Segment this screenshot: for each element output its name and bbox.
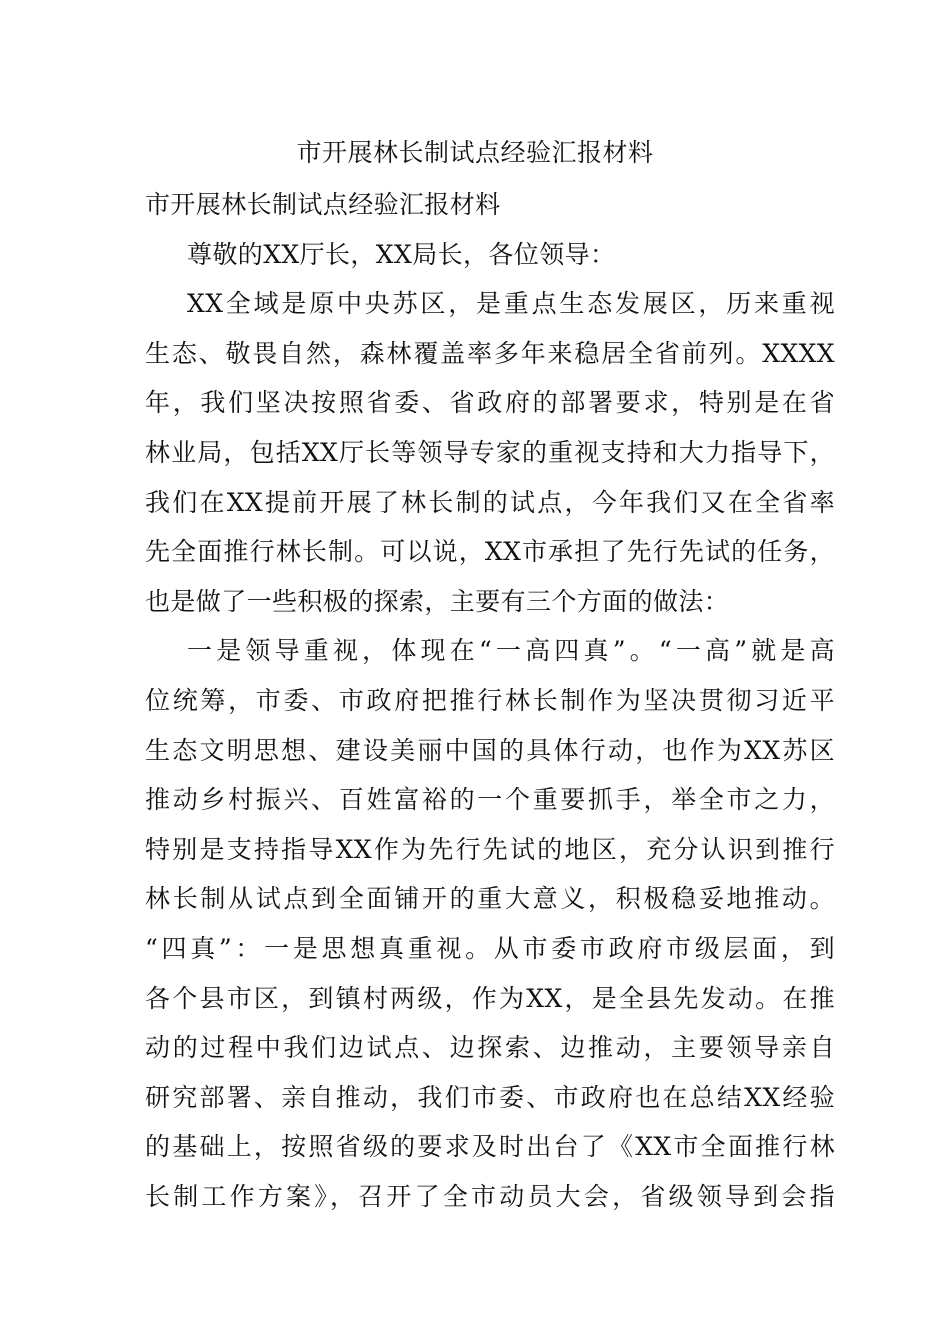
text-line: 研究部署、亲自推动，我们市委、市政府也在总结XX经验 [145, 1082, 835, 1112]
text-line: 长制工作方案》，召开了全市动员大会，省级领导到会指 [145, 1181, 835, 1211]
text-line: “四真”：一是思想真重视。从市委市政府市级层面，到 [145, 933, 835, 963]
text-line: 生态文明思想、建设美丽中国的具体行动，也作为XX苏区 [145, 735, 835, 765]
text-line: 先全面推行林长制。可以说，XX市承担了先行先试的任务， [145, 537, 835, 567]
text-line: 年，我们坚决按照省委、省政府的部署要求，特别是在省 [145, 388, 835, 418]
text-line: 市开展林长制试点经验汇报材料 [145, 190, 501, 219]
text-line: 的基础上，按照省级的要求及时出台了《XX市全面推行林 [145, 1132, 835, 1162]
text-line: 各个县市区，到镇村两级，作为XX，是全县先发动。在推 [145, 983, 835, 1013]
text-line: 特别是支持指导XX作为先行先试的地区，充分认识到推行 [145, 834, 835, 864]
text-line: 林长制从试点到全面铺开的重大意义，积极稳妥地推动。 [145, 884, 835, 914]
document-body [145, 180, 835, 1221]
text-line: 动的过程中我们边试点、边探索、边推动，主要领导亲自 [145, 1033, 835, 1063]
document-title: 市开展林长制试点经验汇报材料 [296, 138, 654, 167]
text-line: 也是做了一些积极的探索，主要有三个方面的做法： [145, 586, 730, 616]
text-line: 位统筹，市委、市政府把推行林长制作为坚决贯彻习近平 [145, 685, 835, 715]
text-line: 生态、敬畏自然，森林覆盖率多年来稳居全省前列。XXXX [145, 338, 835, 368]
text-line: 尊敬的XX厅长，XX局长，各位领导： [187, 239, 616, 269]
text-line: 我们在XX提前开展了林长制的试点，今年我们又在全省率 [145, 487, 835, 517]
text-line: 一是领导重视，体现在“一高四真”。“一高”就是高 [187, 636, 835, 666]
text-line: XX全域是原中央苏区，是重点生态发展区，历来重视 [187, 289, 835, 319]
text-line: 推动乡村振兴、百姓富裕的一个重要抓手，举全市之力， [145, 785, 835, 815]
text-line: 林业局，包括XX厅长等领导专家的重视支持和大力指导下， [145, 437, 835, 467]
